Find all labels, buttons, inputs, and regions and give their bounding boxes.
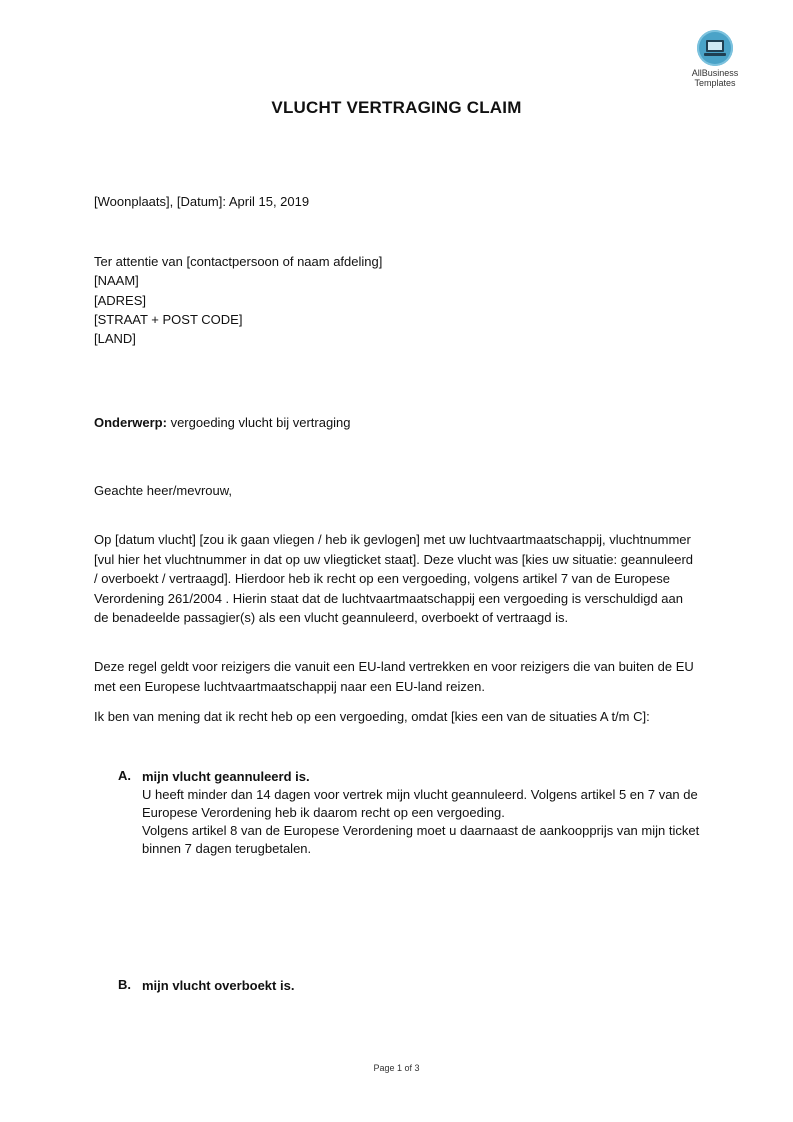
salutation: Geachte heer/mevrouw, xyxy=(94,483,233,498)
subject-text: vergoeding vlucht bij vertraging xyxy=(166,415,351,430)
subject-line xyxy=(94,415,351,430)
address-address: [ADRES] xyxy=(94,293,147,308)
list-item-a-line-2: Volgens artikel 8 van de Europese Verordening moet u daarnaast de aankoopprijs van mijn ticket binnen 7 dagen terugbetalen. xyxy=(142,823,700,856)
list-item-b xyxy=(142,977,707,995)
list-item-a xyxy=(142,768,707,858)
subject-label: Onderwerp: xyxy=(94,415,167,430)
laptop-icon xyxy=(697,30,733,66)
address-name: [NAAM] xyxy=(94,273,139,288)
list-item-a-heading: mijn vlucht geannuleerd is. xyxy=(142,769,310,784)
list-marker-a: A. xyxy=(118,768,131,783)
attention-line: Ter attentie van [contactpersoon of naam afdeling] xyxy=(94,254,383,269)
paragraph-eu-rule: Deze regel geldt voor reizigers die vanuit een EU-land vertrekken en voor reizigers die van buiten de EU met een Europese luchtvaartmaatschappij naar een EU-land reizen. xyxy=(94,659,694,694)
address-street: [STRAAT + POST CODE] xyxy=(94,312,243,327)
list-marker-b: B. xyxy=(118,977,131,992)
page-number: Page 1 of 3 xyxy=(373,1063,420,1073)
paragraph-intro: Op [datum vlucht] [zou ik gaan vliegen / heb ik gevlogen] met uw luchtvaartmaatschappij, vluchtnummer [vul hier het vluchtnummer in dat op uw vliegticket staat]. Deze vlucht was [kies uw situatie: geannuleerd / overboekt / vertraagd]. Hierdoor heb ik recht op een vergoeding, volgens artikel 7 van de Europese Verordening 261/2004 . Hierin staat dat de luchtvaartmaatschappij een vergoeding is verschuldigd aan de benadeelde passagier(s) als een vlucht geannuleerd, overboekt of vertraagd is. xyxy=(94,532,694,625)
paragraph-claim: Ik ben van mening dat ik recht heb op een vergoeding, omdat [kies een van de situaties A t/m C]: xyxy=(94,709,650,724)
list-item-b-heading: mijn vlucht overboekt is. xyxy=(142,978,295,993)
logo-text: AllBusiness Templates xyxy=(691,68,739,88)
allbusiness-logo xyxy=(680,30,750,88)
place-date: [Woonplaats], [Datum]: April 15, 2019 xyxy=(94,194,310,209)
list-item-a-line-1: U heeft minder dan 14 dagen voor vertrek mijn vlucht geannuleerd. Volgens artikel 5 en 7 van de Europese Verordening heb ik daarom recht op een vergoeding. xyxy=(142,787,698,820)
document-title: VLUCHT VERTRAGING CLAIM xyxy=(271,98,522,117)
address-country: [LAND] xyxy=(94,331,136,346)
